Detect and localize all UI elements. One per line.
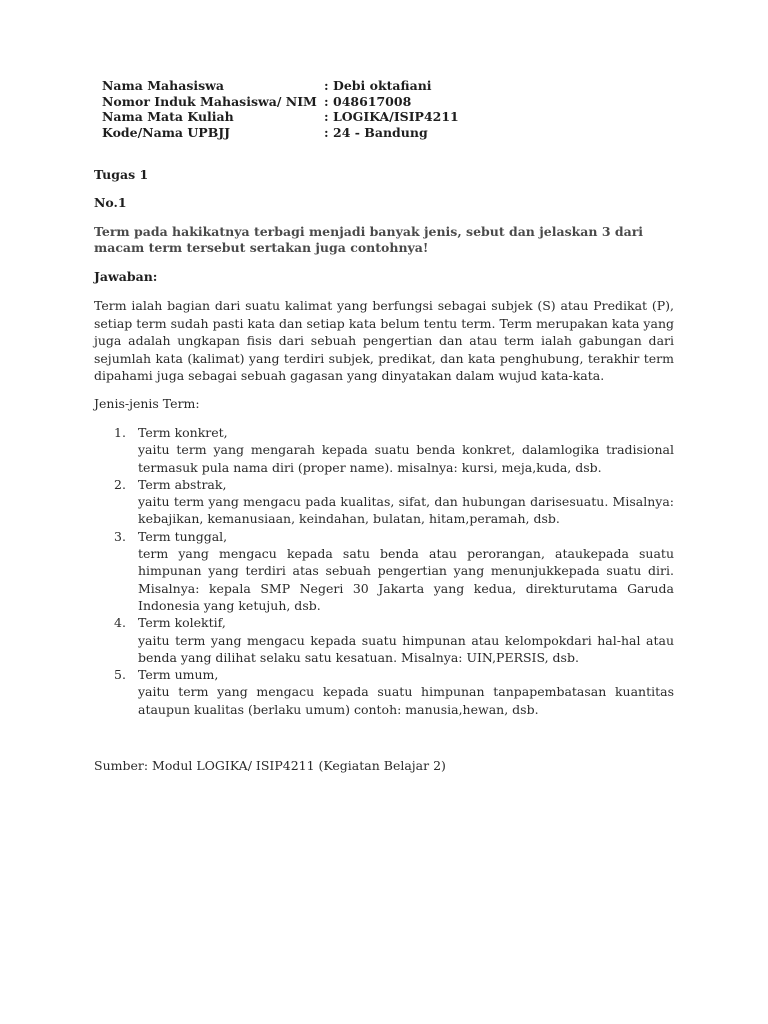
answer-label: Jawaban: <box>94 269 158 284</box>
list-item-number: 5. <box>114 667 126 683</box>
list-item-description: yaitu term yang mengacu kepada suatu himpunan tanpapembatasan kuantitas ataupun kualitas (berlaku umum) contoh: manusia,hewan, dsb. <box>138 684 674 717</box>
list-item-number: 1. <box>114 425 126 440</box>
assignment-title: Tugas 1 <box>94 167 149 182</box>
info-separator: : <box>324 109 329 124</box>
list-item <box>114 528 674 614</box>
info-label: Kode/Nama UPBJJ <box>102 124 231 140</box>
intro-paragraph: Term ialah bagian dari suatu kalimat yang berfungsi sebagai subjek (S) atau Predikat (P), setiap term sudah pasti kata dan setiap kata belum tentu term. Term merupakan kata yang juga adalah ungkapan fisis dari sebuah pengertian dan atau term ialah gabungan dari sejumlah kata (kalimat) yang terdiri subjek, predikat, dan kata penghubung, terakhir term dipahami juga sebagai sebuah gagasan yang dinyatakan dalam wujud kata-kata. <box>94 298 674 384</box>
list-item-title: Term kolektif, <box>138 615 226 631</box>
list-item-description: yaitu term yang mengacu pada kualitas, sifat, dan hubungan darisesuatu. Misalnya: kebajikan, kemanusiaan, keindahan, bulatan, hitam,peramah, dsb. <box>138 494 674 527</box>
info-label: Nama Mahasiswa <box>102 78 225 93</box>
info-label: Nomor Induk Mahasiswa/ NIM <box>102 93 317 109</box>
info-separator: : <box>324 93 329 109</box>
info-value: 048617008 <box>333 93 412 109</box>
list-item-number: 4. <box>114 615 126 631</box>
info-row-name <box>102 78 459 94</box>
info-value: 24 - Bandung <box>333 124 428 140</box>
source-citation: Sumber: Modul LOGIKA/ ISIP4211 (Kegiatan Belajar 2) <box>94 758 446 773</box>
info-label: Nama Mata Kuliah <box>102 109 234 124</box>
info-row-course <box>102 109 459 125</box>
info-separator: : <box>324 78 329 93</box>
types-heading: Jenis-jenis Term: <box>94 396 200 411</box>
list-item-description: yaitu term yang mengacu kepada suatu himpunan atau kelompokdari hal-hal atau benda yang dilihat selaku satu kesatuan. Misalnya: UIN,PERSIS, dsb. <box>138 632 674 665</box>
question-number: No.1 <box>94 195 127 210</box>
list-item <box>114 424 674 476</box>
list-item-description: yaitu term yang mengarah kepada suatu benda konkret, dalamlogika tradisional termasuk pula nama diri (proper name). misalnya: kursi, meja,kuda, dsb. <box>138 442 674 475</box>
info-value: LOGIKA/ISIP4211 <box>333 109 459 124</box>
list-item-number: 3. <box>114 528 126 544</box>
list-item <box>114 476 674 528</box>
term-types-list <box>114 424 674 718</box>
list-item-title: Term umum, <box>138 667 219 683</box>
list-item <box>114 666 674 718</box>
list-item-title: Term abstrak, <box>138 476 227 492</box>
info-row-nim <box>102 94 459 110</box>
list-item-number: 2. <box>114 476 126 492</box>
list-item-title: Term tunggal, <box>138 528 228 544</box>
question-text: Term pada hakikatnya terbagi menjadi banyak jenis, sebut dan jelaskan 3 dari macam term tersebut sertakan juga contohnya! <box>94 224 644 255</box>
info-value: Debi oktafiani <box>333 78 432 93</box>
student-info-table <box>102 78 459 140</box>
list-item-description: term yang mengacu kepada satu benda atau perorangan, ataukepada suatu himpunan yang terdiri atas sebuah pengertian yang menunjukkepada suatu diri. Misalnya: kepala SMP Negeri 30 Jakarta yang kedua, direkturutama Garuda Indonesia yang ketujuh, dsb. <box>138 546 674 613</box>
list-item <box>114 614 674 666</box>
info-row-upbjj <box>102 125 459 141</box>
list-item-title: Term konkret, <box>138 425 228 440</box>
info-separator: : <box>324 124 329 140</box>
